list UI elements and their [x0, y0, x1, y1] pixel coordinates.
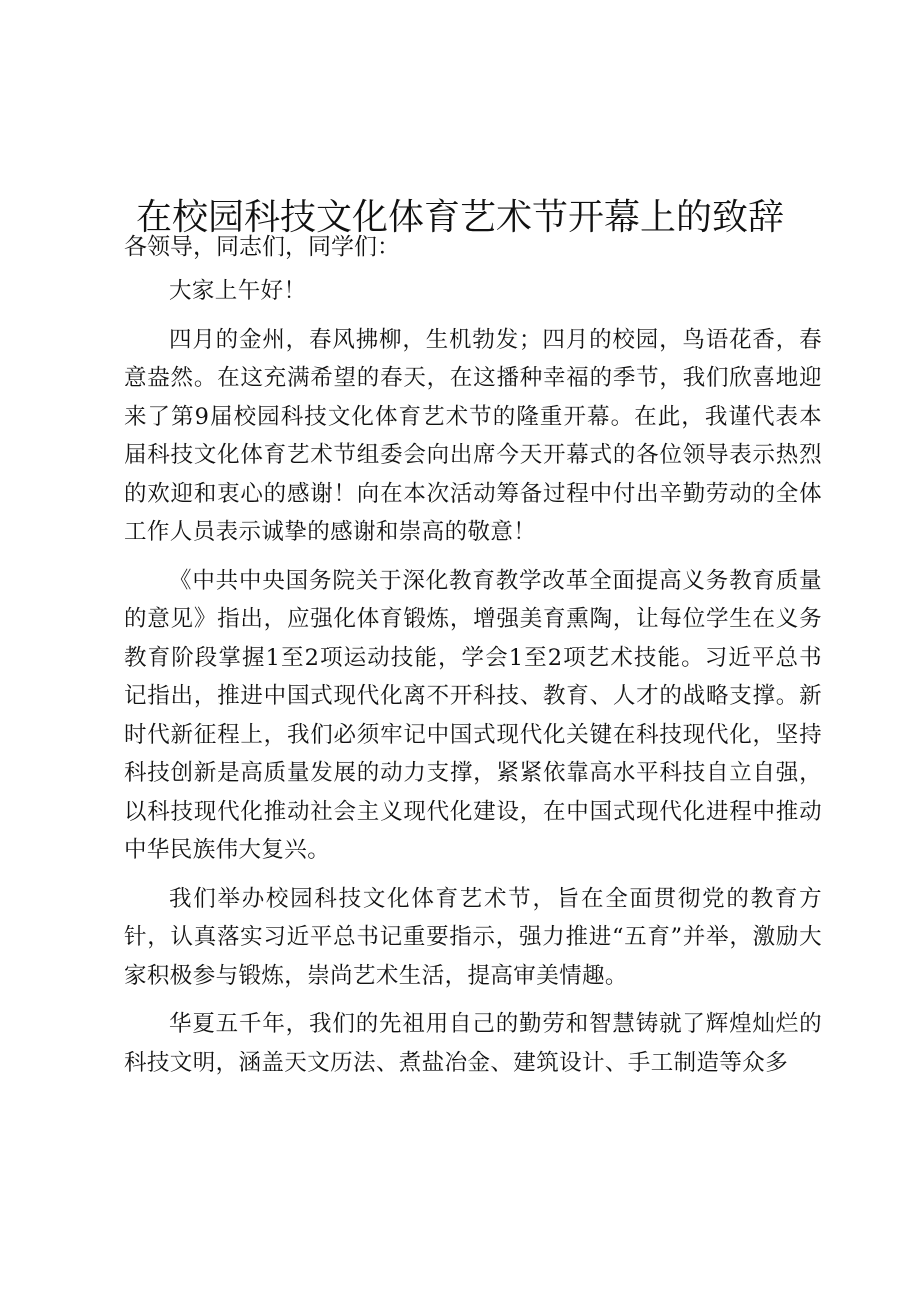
paragraph-history: 华夏五千年，我们的先祖用自己的勤劳和智慧铸就了辉煌灿烂的科技文明，涵盖天文历法、煮盐冶金、建筑设计、手工制造等众多 — [124, 1011, 822, 1076]
paragraph-purpose: 我们举办校园科技文化体育艺术节，旨在全面贯彻党的教育方针，认真落实习近平总书记重要指示，强力推进“五育”并举，激励大家积极参与锻炼，崇尚艺术生活，提高审美情趣。 — [124, 885, 822, 989]
salutation: 各领导，同志们，同学们： — [124, 234, 400, 260]
paragraph-greeting: 大家上午好！ — [169, 278, 307, 304]
paragraph-opening: 四月的金州，春风拂柳，生机勃发；四月的校园，鸟语花香，春意盎然。在这充满希望的春天，在这播种幸福的季节，我们欣喜地迎来了第9届校园科技文化体育艺术节的隆重开幕。在此，我谨代表本届科技文化体育艺术节组委会向出席今天开幕式的各位领导表示热烈的欢迎和衷心的感谢！向在本次活动筹备过程中付出辛勤劳动的全体工作人员表示诚挚的感谢和崇高的敬意！ — [124, 326, 822, 545]
document-title: 在校园科技文化体育艺术节开幕上的致辞 — [135, 197, 784, 239]
paragraph-policy: 《中共中央国务院关于深化教育教学改革全面提高义务教育质量的意见》指出，应强化体育锻炼，增强美育熏陶，让每位学生在义务教育阶段掌握1至2项运动技能，学会1至2项艺术技能。习近平总书记指出，推进中国式现代化离不开科技、教育、人才的战略支撑。新时代新征程上，我们必须牢记中国式现代化关键在科技现代化，坚持科技创新是高质量发展的动力支撑，紧紧依靠高水平科技自立自强，以科技现代化推动社会主义现代化建设，在中国式现代化进程中推动中华民族伟大复兴。 — [124, 567, 822, 863]
document-body — [124, 272, 822, 1082]
